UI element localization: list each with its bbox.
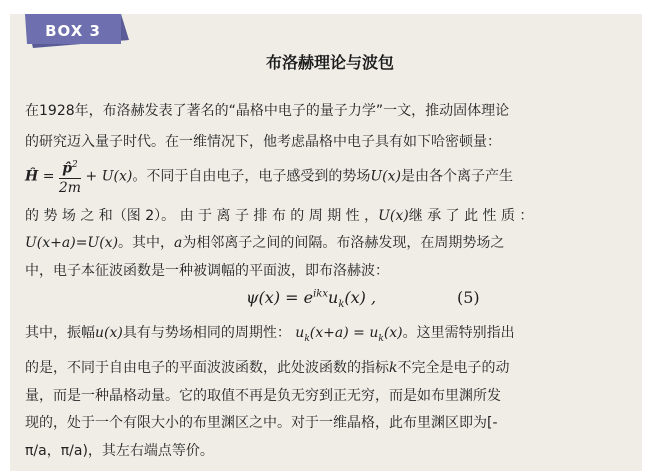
paragraph-line bbox=[25, 232, 504, 252]
fraction-denominator: 2m bbox=[58, 179, 82, 196]
paragraph-line bbox=[25, 357, 509, 377]
paragraph-line bbox=[25, 322, 515, 344]
paragraph-text: 的是，不同于自由电子的平面波波函数，此处波函数的指标 bbox=[25, 360, 389, 376]
paragraph-text: 不完全是电子的动 bbox=[397, 360, 510, 376]
periodicity-condition: U(x+a)=U(x) bbox=[25, 235, 119, 251]
paragraph-text: 具有与势场相同的周期性： bbox=[122, 325, 291, 341]
paragraph-line: 中，电子本征波函数是一种被调幅的平面波，即布洛赫波： bbox=[25, 263, 389, 279]
equation-number: (5) bbox=[457, 288, 480, 307]
paragraph-line: π/a，π/a)，其左右端点等价。 bbox=[25, 443, 214, 459]
section-title: 布洛赫理论与波包 bbox=[265, 53, 394, 72]
paragraph-text: 。其中， bbox=[118, 235, 175, 251]
paragraph-text: 。这里需特别指出 bbox=[402, 325, 515, 341]
paragraph-text: 是由各个离子产生 bbox=[400, 168, 513, 185]
potential-symbol: U(x) bbox=[370, 168, 401, 185]
amplitude-periodicity: $u_k(x+a) = u_k(x)$ bbox=[295, 325, 403, 344]
paragraph-text: 的 势 场 之 和（图 2）。 由 于 离 子 排 布 的 周 期 性 ， bbox=[25, 208, 379, 224]
hamiltonian-line bbox=[25, 156, 513, 197]
equals-sign: = bbox=[42, 168, 55, 185]
paragraph-line: 的研究迈入量子时代。在一维情况下，他考虑晶格中电子具有如下哈密顿量： bbox=[25, 134, 501, 150]
box-label: BOX 3 bbox=[45, 22, 101, 40]
potential-symbol: U(x) bbox=[378, 208, 409, 224]
wavevector-symbol: k bbox=[389, 360, 398, 376]
kinetic-fraction bbox=[59, 156, 81, 197]
paragraph-line bbox=[25, 205, 533, 225]
lattice-constant: a bbox=[174, 235, 183, 251]
paragraph-text: 为相邻离子之间的间隔。布洛赫发现，在周期势场之 bbox=[182, 235, 505, 251]
paragraph-line: 在1928年，布洛赫发表了著名的“晶格中电子的量子力学”一文，推动固体理论 bbox=[25, 103, 510, 119]
amplitude-symbol: u(x) bbox=[95, 325, 123, 341]
fraction-numerator: p̂$^2$ bbox=[59, 156, 81, 179]
paragraph-line: 现的，处于一个有限大小的布里渊区之中。对于一维晶格，此布里渊区即为[- bbox=[25, 415, 498, 431]
paragraph-text: 继 承 了 此 性 质 ： bbox=[408, 208, 534, 224]
potential-term: + U(x) bbox=[85, 168, 133, 185]
paragraph-text: 。不同于自由电子，电子感受到的势场 bbox=[132, 168, 371, 185]
bloch-equation-body: $\psi(x) = e^{ikx}u_k(x)$ , bbox=[246, 288, 377, 311]
hamiltonian-symbol: Ĥ bbox=[25, 168, 39, 185]
paragraph-line: 量，而是一种晶格动量。它的取值不再是负无穷到正无穷，而是如布里渊所发 bbox=[25, 388, 501, 404]
box-label-tag bbox=[25, 14, 129, 52]
paragraph-text: 其中，振幅 bbox=[25, 325, 95, 341]
